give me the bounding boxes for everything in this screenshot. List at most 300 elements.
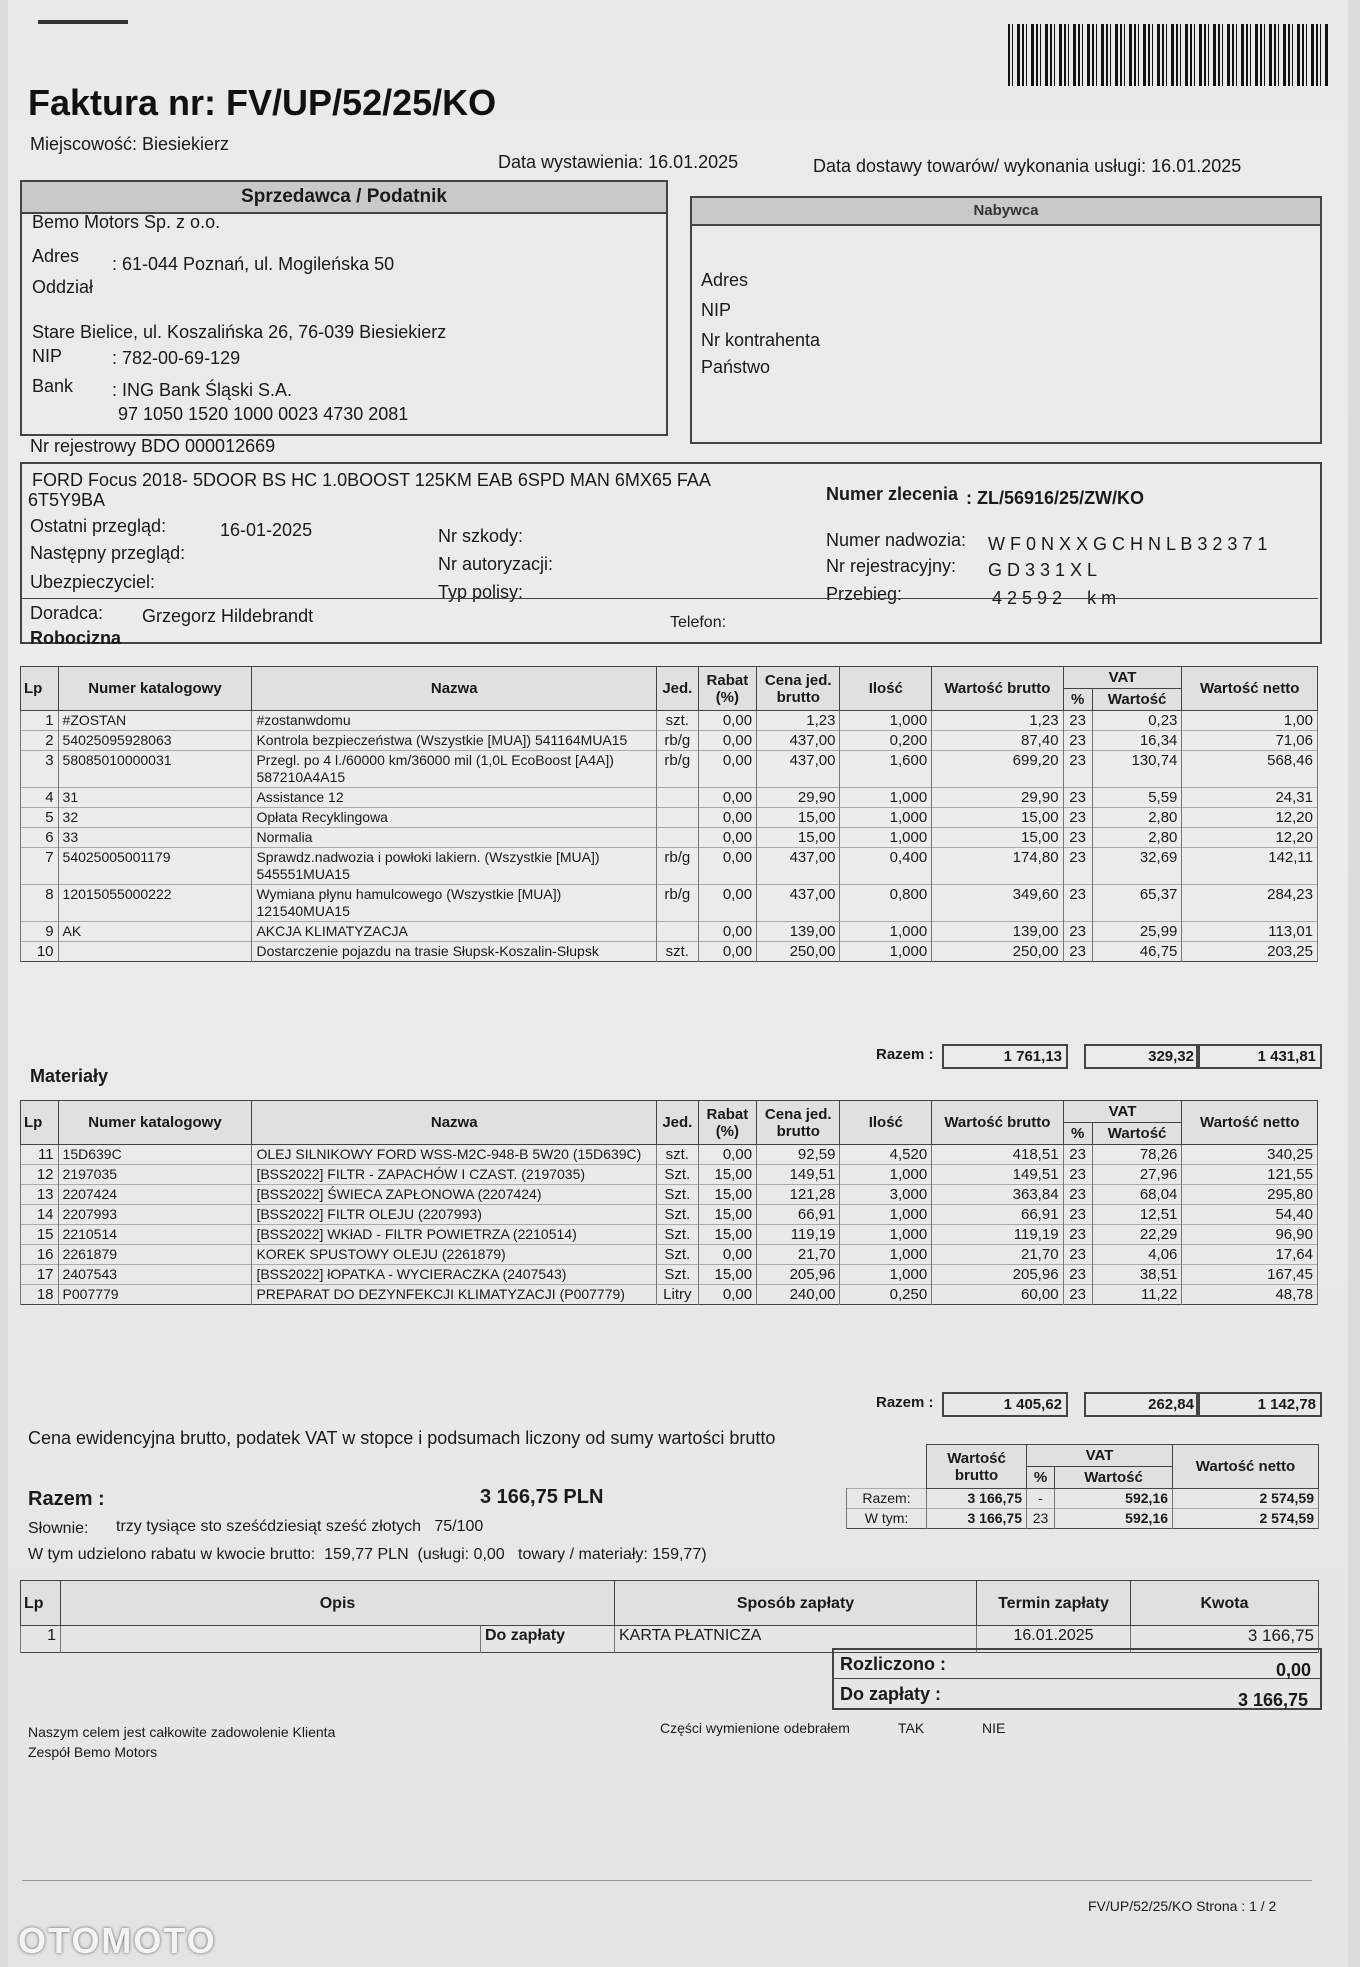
- discount-note: W tym udzielono rabatu w kwocie brutto: 159,77 PLN (usługi: 0,00 towary / materiały: 159,77): [28, 1546, 707, 1563]
- vat-rate: 23: [1063, 828, 1092, 848]
- catalog-number: AK: [58, 922, 252, 942]
- vat-value: 130,74: [1092, 751, 1182, 788]
- seller-branch-label: Oddział: [32, 277, 94, 297]
- gross-value: 15,00: [932, 828, 1063, 848]
- lp: 6: [21, 828, 59, 848]
- quantity: 3,000: [840, 1185, 932, 1205]
- quantity: 1,000: [840, 828, 932, 848]
- col-vat-value: Wartość: [1092, 1123, 1182, 1145]
- quantity: 0,250: [840, 1285, 932, 1305]
- col-discount: Rabat (%): [698, 667, 756, 711]
- item-name: Assistance 12: [252, 788, 657, 808]
- auth-label: Nr autoryzacji:: [438, 554, 554, 574]
- seller-bank-label: Bank: [32, 376, 74, 396]
- vat-value: 27,96: [1092, 1165, 1182, 1185]
- quantity: 0,400: [840, 848, 932, 885]
- col-gross: Wartość brutto: [932, 1101, 1063, 1145]
- vat-rate: 23: [1063, 788, 1092, 808]
- col-gross: Wartość brutto: [932, 667, 1063, 711]
- table-row: [21, 1265, 1318, 1285]
- unit: Szt.: [656, 1205, 698, 1225]
- unit: szt.: [656, 1145, 698, 1165]
- unit-price: 437,00: [757, 751, 840, 788]
- unit: Szt.: [656, 1225, 698, 1245]
- unit: [656, 828, 698, 848]
- quantity: 1,000: [840, 1205, 932, 1225]
- vat-value: 5,59: [1092, 788, 1182, 808]
- net-value: 12,20: [1182, 808, 1318, 828]
- seller-account: 97 1050 1520 1000 0023 4730 2081: [118, 404, 409, 424]
- discount: 0,00: [698, 751, 756, 788]
- sum-col-net: Wartość netto: [1173, 1445, 1319, 1489]
- item-name: OLEJ SILNIKOWY FORD WSS-M2C-948-B 5W20 (15D639C): [252, 1145, 657, 1165]
- unit: rb/g: [656, 885, 698, 922]
- pay-method: KARTA PŁATNICZA: [615, 1626, 977, 1653]
- item-name: #zostanwdomu: [252, 711, 657, 731]
- thanks-line-1: Naszym celem jest całkowite zadowolenie Klienta: [28, 1724, 336, 1740]
- col-discount: Rabat (%): [698, 1101, 756, 1145]
- quantity: 1,000: [840, 788, 932, 808]
- unit: Litry: [656, 1285, 698, 1305]
- page-number: FV/UP/52/25/KO Strona : 1 / 2: [1088, 1898, 1277, 1914]
- gross-value: 363,84: [932, 1185, 1063, 1205]
- quantity: 1,600: [840, 751, 932, 788]
- pay-col-method: Sposób zapłaty: [615, 1581, 977, 1626]
- materials-table: [20, 1100, 1318, 1305]
- item-name: Przegl. po 4 l./60000 km/36000 mil (1,0L EcoBoost [A4A]) 587210A4A15: [252, 751, 657, 788]
- net-value: 121,55: [1182, 1165, 1318, 1185]
- pay-amount: 3 166,75: [1131, 1626, 1319, 1653]
- lp: 11: [21, 1145, 59, 1165]
- unit-price: 205,96: [757, 1265, 840, 1285]
- lp: 9: [21, 922, 59, 942]
- unit-price: 15,00: [757, 808, 840, 828]
- labour-rows: [21, 711, 1318, 962]
- catalog-number: 2407543: [58, 1265, 252, 1285]
- invoice-title: Faktura nr: FV/UP/52/25/KO: [28, 82, 497, 123]
- vat-rate: 23: [1063, 942, 1092, 962]
- vat-rate: 23: [1063, 1225, 1092, 1245]
- col-lp: Lp: [21, 667, 59, 711]
- col-qty: Ilość: [840, 667, 932, 711]
- discount: 0,00: [698, 731, 756, 751]
- discount: 15,00: [698, 1265, 756, 1285]
- gross-value: 205,96: [932, 1265, 1063, 1285]
- vat-value: 65,37: [1092, 885, 1182, 922]
- lp: 5: [21, 808, 59, 828]
- table-row: [21, 848, 1318, 885]
- materials-rows: [21, 1145, 1318, 1305]
- settled-label: Rozliczono :: [840, 1654, 946, 1674]
- summary-vat-value: 592,16: [1055, 1509, 1173, 1529]
- parts-note: Części wymienione odebrałem: [660, 1720, 850, 1736]
- lp: 16: [21, 1245, 59, 1265]
- col-qty: Ilość: [840, 1101, 932, 1145]
- col-vat-value: Wartość: [1092, 689, 1182, 711]
- item-name: Sprawdz.nadwozia i powłoki lakiern. (Wszystkie [MUA]) 545551MUA15: [252, 848, 657, 885]
- discount: 0,00: [698, 885, 756, 922]
- col-vat: VAT: [1063, 1101, 1182, 1123]
- catalog-number: [58, 942, 252, 962]
- buyer-nip-label: NIP: [701, 300, 732, 320]
- gross-value: 60,00: [932, 1285, 1063, 1305]
- net-value: 96,90: [1182, 1225, 1318, 1245]
- gross-value: 174,80: [932, 848, 1063, 885]
- catalog-number: 58085010000031: [58, 751, 252, 788]
- net-value: 12,20: [1182, 828, 1318, 848]
- summary-vat-rate: -: [1027, 1489, 1055, 1509]
- unit-price: 92,59: [757, 1145, 840, 1165]
- lp: 4: [21, 788, 59, 808]
- seller-bdo: Nr rejestrowy BDO 000012669: [30, 436, 276, 456]
- col-name: Nazwa: [252, 667, 657, 711]
- net-value: 48,78: [1182, 1285, 1318, 1305]
- item-name: Normalia: [252, 828, 657, 848]
- item-name: AKCJA KLIMATYZACJA: [252, 922, 657, 942]
- net-value: 17,64: [1182, 1245, 1318, 1265]
- labour-table: [20, 666, 1318, 962]
- vat-rate: 23: [1063, 1265, 1092, 1285]
- seller-nip: : 782-00-69-129: [112, 348, 241, 368]
- catalog-number: 54025005001179: [58, 848, 252, 885]
- vin-label: Numer nadwozia:: [826, 530, 967, 550]
- discount: 0,00: [698, 808, 756, 828]
- gross-value: 250,00: [932, 942, 1063, 962]
- gross-value: 349,60: [932, 885, 1063, 922]
- discount: 0,00: [698, 711, 756, 731]
- unit-price: 121,28: [757, 1185, 840, 1205]
- item-name: [BSS2022] ŚWIECA ZAPŁONOWA (2207424): [252, 1185, 657, 1205]
- table-row: [21, 808, 1318, 828]
- col-catalog: Numer katalogowy: [58, 1101, 252, 1145]
- quantity: 1,000: [840, 808, 932, 828]
- lp: 15: [21, 1225, 59, 1245]
- discount: 0,00: [698, 828, 756, 848]
- materials-heading: Materiały: [30, 1066, 109, 1086]
- lp: 18: [21, 1285, 59, 1305]
- advisor: Grzegorz Hildebrandt: [142, 606, 314, 626]
- table-row: [21, 731, 1318, 751]
- materials-total-vat: 262,84: [1084, 1392, 1200, 1417]
- unit: rb/g: [656, 751, 698, 788]
- unit: Szt.: [656, 1185, 698, 1205]
- pay-col-lp: Lp: [21, 1581, 61, 1626]
- item-name: PREPARAT DO DEZYNFEKCJI KLIMATYZACJI (P007779): [252, 1285, 657, 1305]
- quantity: 1,000: [840, 711, 932, 731]
- gross-value: 66,91: [932, 1205, 1063, 1225]
- next-inspection-label: Następny przegląd:: [30, 543, 186, 563]
- vat-rate: 23: [1063, 1245, 1092, 1265]
- net-value: 284,23: [1182, 885, 1318, 922]
- lp: 12: [21, 1165, 59, 1185]
- vat-value: 22,29: [1092, 1225, 1182, 1245]
- unit-price: 119,19: [757, 1225, 840, 1245]
- materials-total-label: Razem :: [876, 1394, 934, 1411]
- insurer-label: Ubezpieczyciel:: [30, 572, 156, 592]
- discount: 0,00: [698, 1245, 756, 1265]
- vat-rate: 23: [1063, 711, 1092, 731]
- gross-value: 119,19: [932, 1225, 1063, 1245]
- vin: W F 0 N X X G C H N L B 3 2 3 7 1: [988, 534, 1268, 554]
- unit: Szt.: [656, 1245, 698, 1265]
- unit-price: 21,70: [757, 1245, 840, 1265]
- vat-value: 68,04: [1092, 1185, 1182, 1205]
- pay-col-due: Termin zapłaty: [977, 1581, 1131, 1626]
- sum-col-pct: %: [1027, 1467, 1055, 1489]
- vat-rate: 23: [1063, 1285, 1092, 1305]
- discount: 15,00: [698, 1205, 756, 1225]
- col-catalog: Numer katalogowy: [58, 667, 252, 711]
- unit-price: 29,90: [757, 788, 840, 808]
- table-row: [21, 1225, 1318, 1245]
- discount: 15,00: [698, 1225, 756, 1245]
- gross-value: 15,00: [932, 808, 1063, 828]
- mileage: 4 2 5 9 2 k m: [992, 588, 1117, 608]
- vat-value: 16,34: [1092, 731, 1182, 751]
- lp: 1: [21, 711, 59, 731]
- item-name: [BSS2022] łOPATKA - WYCIERACZKA (2407543): [252, 1265, 657, 1285]
- vat-value: 11,22: [1092, 1285, 1182, 1305]
- col-unit: Jed.: [656, 667, 698, 711]
- seller-branch: Stare Bielice, ul. Koszalińska 26, 76-039 Biesiekierz: [32, 322, 447, 342]
- phone-label: Telefon:: [670, 614, 727, 631]
- table-row: [21, 922, 1318, 942]
- delivery-date: Data dostawy towarów/ wykonania usługi: 16.01.2025: [813, 156, 1242, 176]
- item-name: Opłata Recyklingowa: [252, 808, 657, 828]
- materials-total-net: 1 142,78: [1196, 1392, 1322, 1417]
- vat-rate: 23: [1063, 751, 1092, 788]
- net-value: 1,00: [1182, 711, 1318, 731]
- table-row: [21, 885, 1318, 922]
- unit-price: 250,00: [757, 942, 840, 962]
- summary-row: [847, 1489, 1319, 1509]
- discount: 0,00: [698, 1145, 756, 1165]
- table-row: [21, 1185, 1318, 1205]
- gross-value: 1,23: [932, 711, 1063, 731]
- vat-rate: 23: [1063, 922, 1092, 942]
- discount: 15,00: [698, 1185, 756, 1205]
- discount: 0,00: [698, 922, 756, 942]
- vat-rate: 23: [1063, 885, 1092, 922]
- place: Miejscowość: Biesiekierz: [30, 134, 230, 154]
- mileage-label: Przebieg:: [826, 584, 903, 604]
- buyer-contractor-label: Nr kontrahenta: [701, 330, 821, 350]
- item-name: KOREK SPUSTOWY OLEJU (2261879): [252, 1245, 657, 1265]
- unit: Szt.: [656, 1165, 698, 1185]
- catalog-number: 12015055000222: [58, 885, 252, 922]
- advisor-label: Doradca:: [30, 603, 104, 623]
- quantity: 1,000: [840, 942, 932, 962]
- vat-value: 4,06: [1092, 1245, 1182, 1265]
- discount: 0,00: [698, 1285, 756, 1305]
- labour-total-vat: 329,32: [1084, 1044, 1200, 1069]
- quantity: 0,800: [840, 885, 932, 922]
- vat-rate: 23: [1063, 1145, 1092, 1165]
- unit: rb/g: [656, 731, 698, 751]
- summary-total-label: Razem :: [28, 1488, 105, 1510]
- buyer-address-label: Adres: [701, 270, 749, 290]
- catalog-number: 33: [58, 828, 252, 848]
- last-inspection-label: Ostatni przegląd:: [30, 516, 167, 536]
- materials-total-gross: 1 405,62: [942, 1392, 1068, 1417]
- pay-due: 16.01.2025: [977, 1626, 1131, 1653]
- gross-value: 87,40: [932, 731, 1063, 751]
- col-vat-pct: %: [1063, 689, 1092, 711]
- col-unit-price: Cena jed. brutto: [757, 667, 840, 711]
- invoice-page: [8, 0, 1348, 1967]
- summary-table: [846, 1444, 1319, 1529]
- summary-vat-rate: 23: [1027, 1509, 1055, 1529]
- buyer-heading: Nabywca: [692, 198, 1320, 226]
- summary-note: Cena ewidencyjna brutto, podatek VAT w stopce i podsumach liczony od sumy wartości brutto: [28, 1428, 776, 1448]
- vehicle-divider: [20, 598, 1318, 599]
- discount: 0,00: [698, 848, 756, 885]
- net-value: 142,11: [1182, 848, 1318, 885]
- labour-total-gross: 1 761,13: [942, 1044, 1068, 1069]
- unit: szt.: [656, 942, 698, 962]
- seller-address-label: Adres: [32, 246, 80, 266]
- summary-gross: 3 166,75: [927, 1489, 1027, 1509]
- parts-no: NIE: [982, 1720, 1006, 1736]
- seller-bank: : ING Bank Śląski S.A.: [112, 380, 293, 400]
- unit: szt.: [656, 711, 698, 731]
- table-row: [21, 1145, 1318, 1165]
- unit-price: 437,00: [757, 731, 840, 751]
- lp: 13: [21, 1185, 59, 1205]
- catalog-number: 2210514: [58, 1225, 252, 1245]
- catalog-number: 15D639C: [58, 1145, 252, 1165]
- vat-value: 2,80: [1092, 828, 1182, 848]
- summary-vat-value: 592,16: [1055, 1489, 1173, 1509]
- settled-amount: 0,00: [1276, 1660, 1312, 1680]
- unit: [656, 922, 698, 942]
- order-label: Numer zlecenia: [826, 484, 959, 504]
- unit-price: 437,00: [757, 848, 840, 885]
- buyer-box: [690, 196, 1322, 444]
- lp: 14: [21, 1205, 59, 1225]
- labour-heading: Robocizna: [30, 628, 122, 648]
- seller-name: Bemo Motors Sp. z o.o.: [32, 212, 221, 232]
- seller-nip-label: NIP: [32, 346, 63, 366]
- lp: 17: [21, 1265, 59, 1285]
- top-dash: [38, 20, 128, 24]
- unit-price: 240,00: [757, 1285, 840, 1305]
- lp: 10: [21, 942, 59, 962]
- catalog-number: 54025095928063: [58, 731, 252, 751]
- order-number: : ZL/56916/25/ZW/KO: [966, 488, 1145, 508]
- item-name: Kontrola bezpieczeństwa (Wszystkie [MUA]) 541164MUA15: [252, 731, 657, 751]
- net-value: 568,46: [1182, 751, 1318, 788]
- seller-heading: Sprzedawca / Podatnik: [22, 182, 666, 214]
- gross-value: 21,70: [932, 1245, 1063, 1265]
- payment-table: [20, 1580, 1319, 1653]
- vat-value: 25,99: [1092, 922, 1182, 942]
- catalog-number: 2207993: [58, 1205, 252, 1225]
- item-name: [BSS2022] FILTR - ZAPACHÓW I CZAST. (2197035): [252, 1165, 657, 1185]
- lp: 8: [21, 885, 59, 922]
- net-value: 340,25: [1182, 1145, 1318, 1165]
- col-vat: VAT: [1063, 667, 1182, 689]
- vat-rate: 23: [1063, 1165, 1092, 1185]
- table-row: [21, 751, 1318, 788]
- policy-label: Typ polisy:: [438, 582, 524, 602]
- gross-value: 418,51: [932, 1145, 1063, 1165]
- quantity: 0,200: [840, 731, 932, 751]
- otomoto-watermark: OTOMOTO: [18, 1920, 217, 1961]
- catalog-number: 32: [58, 808, 252, 828]
- last-inspection: 16-01-2025: [220, 520, 313, 540]
- lp: 3: [21, 751, 59, 788]
- item-name: [BSS2022] FILTR OLEJU (2207993): [252, 1205, 657, 1225]
- table-row: [21, 1285, 1318, 1305]
- damage-label: Nr szkody:: [438, 526, 524, 546]
- lp: 2: [21, 731, 59, 751]
- summary-net: 2 574,59: [1173, 1509, 1319, 1529]
- table-row: [21, 711, 1318, 731]
- item-name: Dostarczenie pojazdu na trasie Słupsk-Koszalin-Słupsk: [252, 942, 657, 962]
- labour-total-net: 1 431,81: [1196, 1044, 1322, 1069]
- unit: Szt.: [656, 1265, 698, 1285]
- net-value: 203,25: [1182, 942, 1318, 962]
- vat-rate: 23: [1063, 1205, 1092, 1225]
- col-net: Wartość netto: [1182, 1101, 1318, 1145]
- vat-value: 12,51: [1092, 1205, 1182, 1225]
- seller-address: : 61-044 Poznań, ul. Mogileńska 50: [112, 254, 395, 274]
- catalog-number: 31: [58, 788, 252, 808]
- unit-price: 66,91: [757, 1205, 840, 1225]
- vat-value: 32,69: [1092, 848, 1182, 885]
- table-row: [21, 942, 1318, 962]
- col-net: Wartość netto: [1182, 667, 1318, 711]
- quantity: 1,000: [840, 1225, 932, 1245]
- summary-row-label: W tym:: [847, 1509, 927, 1529]
- unit-price: 139,00: [757, 922, 840, 942]
- net-value: 54,40: [1182, 1205, 1318, 1225]
- summary-net: 2 574,59: [1173, 1489, 1319, 1509]
- vat-rate: 23: [1063, 848, 1092, 885]
- thanks-line-2: Zespół Bemo Motors: [28, 1744, 158, 1760]
- unit-price: 15,00: [757, 828, 840, 848]
- col-unit: Jed.: [656, 1101, 698, 1145]
- gross-value: 699,20: [932, 751, 1063, 788]
- buyer-country-label: Państwo: [701, 357, 771, 377]
- vehicle-code: 6T5Y9BA: [28, 490, 106, 510]
- unit: [656, 788, 698, 808]
- unit-price: 437,00: [757, 885, 840, 922]
- pay-col-desc: Opis: [61, 1581, 615, 1626]
- net-value: 24,31: [1182, 788, 1318, 808]
- vat-value: 2,80: [1092, 808, 1182, 828]
- col-vat-pct: %: [1063, 1123, 1092, 1145]
- vat-rate: 23: [1063, 1185, 1092, 1205]
- catalog-number: #ZOSTAN: [58, 711, 252, 731]
- gross-value: 139,00: [932, 922, 1063, 942]
- col-lp: Lp: [21, 1101, 59, 1145]
- net-value: 167,45: [1182, 1265, 1318, 1285]
- discount: 0,00: [698, 788, 756, 808]
- unit: rb/g: [656, 848, 698, 885]
- discount: 15,00: [698, 1165, 756, 1185]
- summary-gross: 3 166,75: [927, 1509, 1027, 1529]
- footer-rule: [22, 1880, 1312, 1881]
- reg: G D 3 3 1 X L: [988, 560, 1098, 580]
- gross-value: 149,51: [932, 1165, 1063, 1185]
- sum-col-gross: Wartość brutto: [927, 1445, 1027, 1489]
- vat-value: 78,26: [1092, 1145, 1182, 1165]
- unit: [656, 808, 698, 828]
- item-name: [BSS2022] WKłAD - FILTR POWIETRZA (2210514): [252, 1225, 657, 1245]
- table-row: [21, 1165, 1318, 1185]
